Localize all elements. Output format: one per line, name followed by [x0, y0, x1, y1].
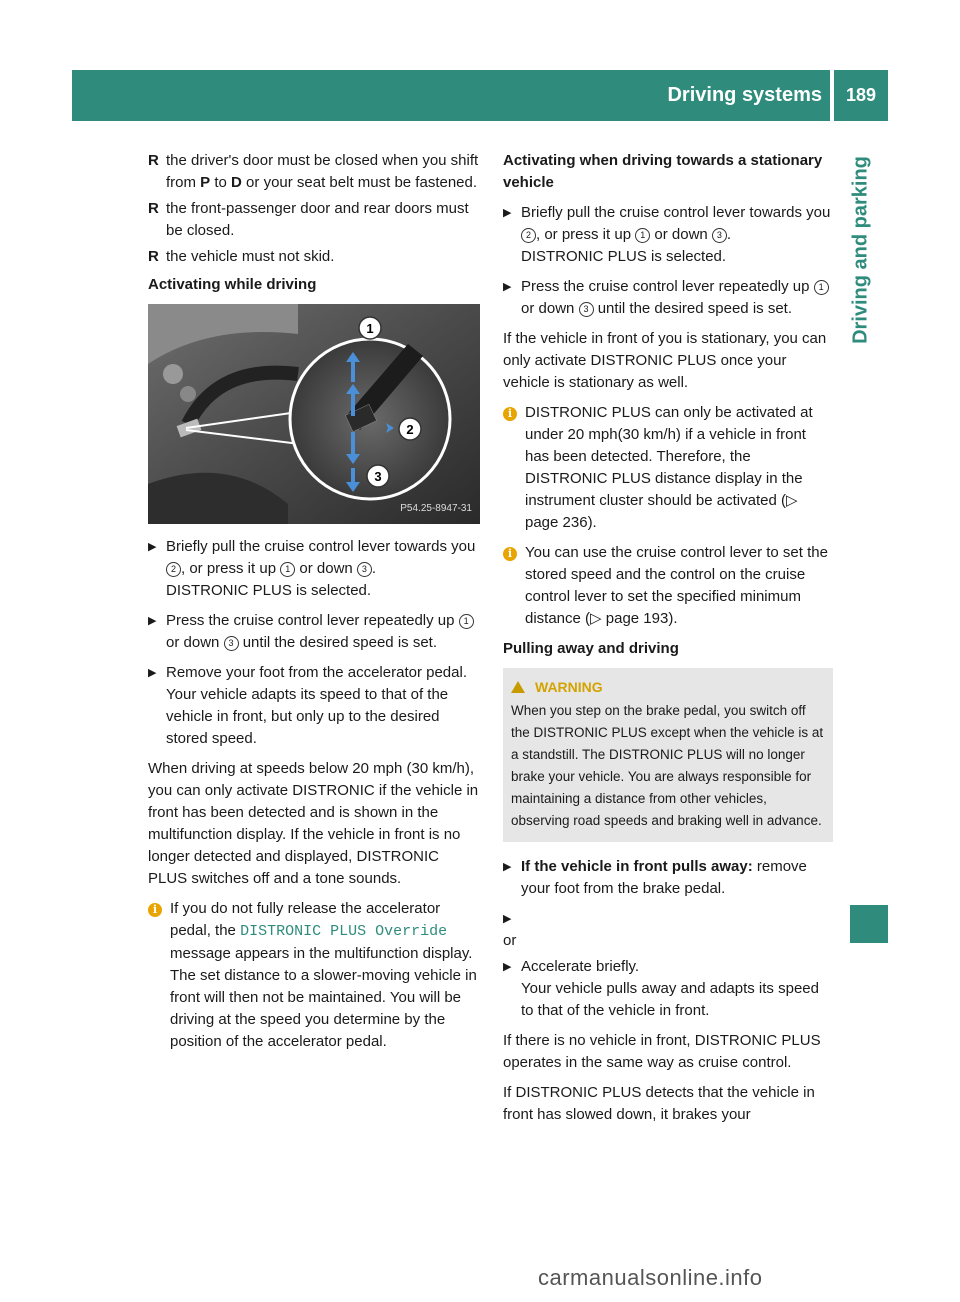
left-column: [148, 150, 480, 1061]
warning-box: [503, 668, 833, 842]
section-heading: Pulling away and driving: [503, 640, 679, 657]
step-arrow-icon: ▶: [503, 281, 512, 293]
bullet-mark: R: [148, 152, 159, 169]
warning-text: When you step on the brake pedal, you switch off the DISTRONIC PLUS except when the vehicle is at a standstill. The DISTRONIC PLUS will no longer brake your vehicle. You are always responsible for maintaining a distance from other vehicles, observing road speeds and braking well in advance.: [511, 703, 824, 828]
svg-text:3: 3: [374, 469, 382, 484]
list-item: R the driver's door must be closed when you shift from P to D or your seat belt must be fastened.: [148, 150, 480, 194]
section-heading: Activating while driving: [148, 276, 317, 293]
info-icon: i: [503, 547, 517, 561]
figure-label: P54.25-8947-31: [400, 503, 472, 514]
instruction-step: ▶ Briefly pull the cruise control lever towards you 2 , or press it up 1 or down 3 . DISTRONIC PLUS is selected.: [503, 202, 833, 268]
section-heading: Activating when driving towards a stationary vehicle: [503, 152, 823, 191]
warning-title: WARNING: [511, 676, 825, 698]
callout-2: [399, 418, 421, 440]
step-arrow-icon: ▶: [503, 913, 512, 925]
step-arrow-icon: ▶: [503, 961, 512, 973]
lever-illustration: [148, 304, 480, 524]
display-message: DISTRONIC PLUS Override: [240, 923, 448, 940]
body-paragraph: If DISTRONIC PLUS detects that the vehicle in front has slowed down, it brakes your: [503, 1084, 815, 1123]
step-arrow-icon: ▶: [503, 861, 512, 873]
instruction-step: ▶ Press the cruise control lever repeatedly up 1 or down 3 until the desired speed is set.: [503, 276, 833, 320]
list-item: R the vehicle must not skid.: [148, 246, 480, 268]
info-note: i You can use the cruise control lever to set the stored speed and the control on the cruise control lever to set the specified minimum distance (▷ page 193).: [503, 542, 833, 630]
body-paragraph: If there is no vehicle in front, DISTRONIC PLUS operates in the same way as cruise control.: [503, 1032, 821, 1071]
svg-text:2: 2: [406, 422, 414, 437]
step-arrow-icon: ▶: [148, 541, 157, 553]
info-icon: i: [503, 407, 517, 421]
step-arrow-icon: ▶: [148, 615, 157, 627]
instruction-step: [503, 908, 833, 930]
watermark: carmanualsonline.info: [538, 1265, 763, 1290]
instruction-step: ▶ Remove your foot from the accelerator pedal. Your vehicle adapts its speed to that of the vehicle in front, but only up to the desired stored speed.: [148, 662, 480, 750]
instruction-step: ▶ Briefly pull the cruise control lever towards you 2 , or press it up 1 or down 3 . DISTRONIC PLUS is selected.: [148, 536, 480, 602]
page-ref-arrow-icon: ▷: [785, 492, 798, 509]
side-tab-marker: [850, 905, 888, 943]
info-note: i DISTRONIC PLUS can only be activated at under 20 mph(30 km/h) if a vehicle in front has been detected. Therefore, the DISTRONIC PLUS distance display in the instrument cluster should be activated (▷ page 236).: [503, 402, 833, 534]
step-arrow-icon: ▶: [148, 667, 157, 679]
info-icon: i: [148, 903, 162, 917]
step-arrow-icon: ▶: [503, 207, 512, 219]
callout-1: [359, 317, 381, 339]
warning-triangle-icon: [511, 681, 525, 693]
info-note: i If you do not fully release the accelerator pedal, the DISTRONIC PLUS Override message appears in the multifunction display. The set distance to a slower-moving vehicle in front will then not be maintained. You will be driving at the speed you determine by the position of the accelerator pedal.: [148, 898, 480, 1053]
callout-3: [367, 465, 389, 487]
svg-text:1: 1: [366, 321, 374, 336]
page-ref-arrow-icon: ▷: [590, 610, 602, 627]
body-paragraph: When driving at speeds below 20 mph (30 km/h), you can only activate DISTRONIC if the vehicle in front has been detected and is shown in the multifunction display. If the vehicle in front is no longer detected and displayed, DISTRONIC PLUS switches off and a tone sounds.: [148, 760, 479, 887]
right-column: [503, 150, 833, 1134]
cruise-control-lever-figure: [148, 304, 480, 524]
instruction-step: ▶ If the vehicle in front pulls away: remove your foot from the brake pedal.: [503, 856, 833, 900]
side-tab-label: Driving and parking: [849, 156, 872, 344]
page-number: 189: [834, 70, 888, 121]
list-item: R the front-passenger door and rear doors must be closed.: [148, 198, 480, 242]
instruction-step: ▶ Press the cruise control lever repeatedly up 1 or down 3 until the desired speed is set.: [148, 610, 480, 654]
body-paragraph: If the vehicle in front of you is stationary, you can only activate DISTRONIC PLUS once your vehicle is stationary as well.: [503, 330, 827, 391]
bullet-mark: R: [148, 200, 159, 217]
bullet-mark: R: [148, 248, 159, 265]
instruction-step: ▶ Accelerate briefly. Your vehicle pulls away and adapts its speed to that of the vehicle in front.: [503, 956, 833, 1022]
page-title: Driving systems: [667, 84, 822, 106]
or-text: or: [503, 932, 517, 949]
